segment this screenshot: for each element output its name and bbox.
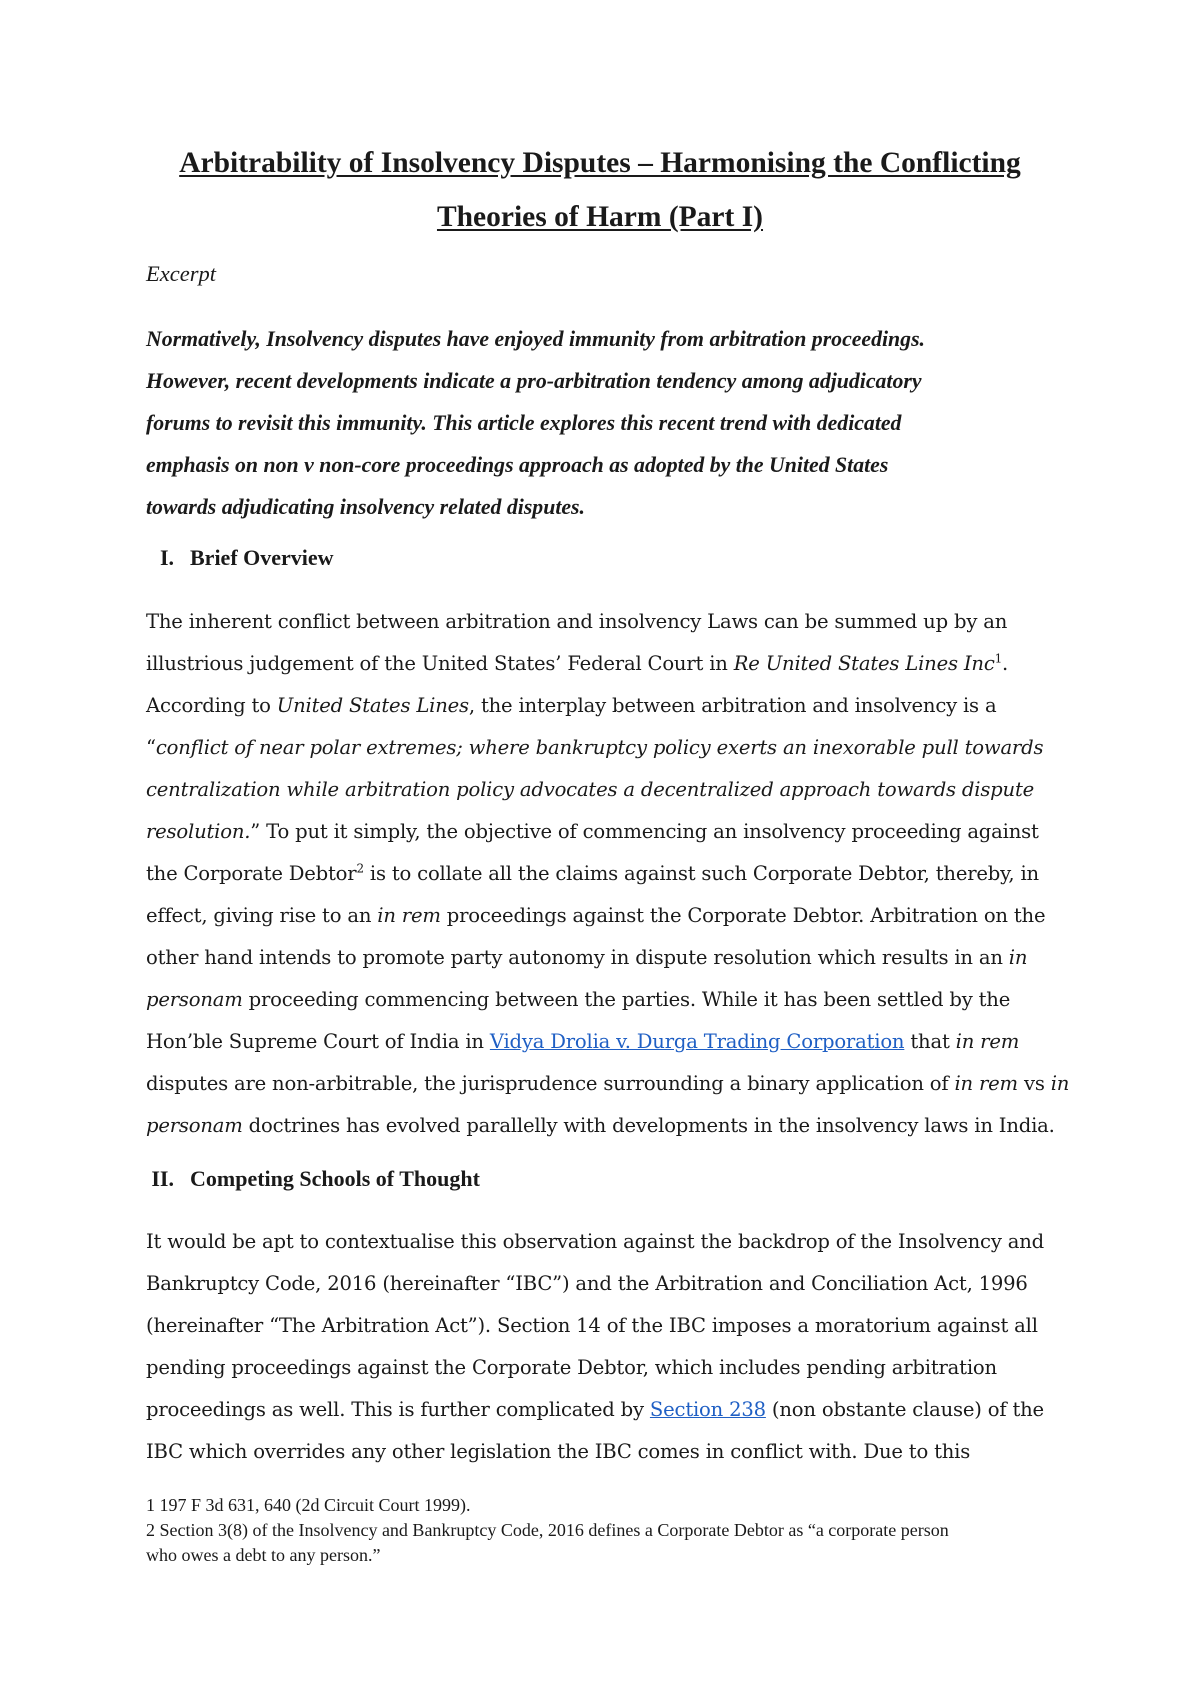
text: illustrious judgement of the United States’ Federal Court in bbox=[146, 652, 734, 675]
section-title: Brief Overview bbox=[190, 545, 334, 570]
paragraph-line bbox=[146, 601, 1086, 643]
text: that bbox=[904, 1030, 956, 1053]
case-name: United States Lines bbox=[276, 694, 469, 717]
text: (non obstante clause) of the bbox=[765, 1398, 1044, 1421]
text: According to bbox=[146, 694, 277, 717]
section-number: II. bbox=[151, 1166, 174, 1191]
text: effect, giving rise to an bbox=[146, 904, 378, 927]
section-number: I. bbox=[159, 545, 174, 570]
paragraph-line bbox=[146, 1389, 1086, 1431]
text: , the interplay between arbitration and insolvency is a bbox=[468, 694, 997, 717]
paragraph-line bbox=[146, 643, 1086, 685]
text: vs bbox=[1017, 1072, 1051, 1095]
latin-term: personam bbox=[146, 988, 243, 1011]
footnote-ref-1[interactable]: 1 bbox=[994, 651, 1003, 666]
text: Hon’ble Supreme Court of India in bbox=[146, 1030, 490, 1053]
excerpt-line: emphasis on non v non-core proceedings approach as adopted by the United States bbox=[146, 453, 889, 477]
latin-term: personam bbox=[146, 1114, 243, 1137]
text: the Corporate Debtor bbox=[146, 862, 357, 885]
latin-term: in rem bbox=[955, 1030, 1020, 1053]
paragraph-line: (hereinafter “The Arbitration Act”). Section 14 of the IBC imposes a moratorium against all bbox=[146, 1314, 1038, 1337]
paragraph-line bbox=[146, 811, 1086, 853]
title-line-2: Theories of Harm (Part I) bbox=[436, 201, 764, 233]
paragraph-line bbox=[146, 1021, 1086, 1063]
paragraph-line bbox=[146, 937, 1086, 979]
latin-term: in bbox=[1008, 946, 1028, 969]
text: proceeding commencing between the parties. While it has been settled by the bbox=[242, 988, 1011, 1011]
text: . bbox=[1002, 652, 1009, 675]
excerpt-paragraph bbox=[146, 318, 1086, 528]
section-2-paragraph bbox=[146, 1221, 1086, 1473]
document-title bbox=[120, 136, 1080, 244]
text: ” To put it simply, the objective of commencing an insolvency proceeding against bbox=[250, 820, 1039, 843]
section-238-link[interactable]: Section 238 bbox=[649, 1398, 766, 1421]
text: proceedings against the Corporate Debtor. Arbitration on the bbox=[440, 904, 1046, 927]
paragraph-line bbox=[146, 769, 1086, 811]
section-heading-competing-schools bbox=[118, 1166, 1058, 1192]
paragraph-line bbox=[146, 727, 1086, 769]
text: doctrines has evolved parallelly with developments in the insolvency laws in India. bbox=[242, 1114, 1055, 1137]
latin-term: in bbox=[1050, 1072, 1070, 1095]
footnote-2: 2 Section 3(8) of the Insolvency and Bankruptcy Code, 2016 defines a Corporate Debtor as “a corporate person bbox=[146, 1520, 949, 1540]
case-name: Re United States Lines Inc bbox=[733, 652, 995, 675]
excerpt-line: towards adjudicating insolvency related disputes. bbox=[146, 495, 585, 519]
latin-term: in rem bbox=[954, 1072, 1018, 1095]
footnote-2-continued: who owes a debt to any person.” bbox=[146, 1545, 381, 1565]
excerpt-line: Normatively, Insolvency disputes have enjoyed immunity from arbitration proceedings. bbox=[146, 327, 926, 351]
text: The inherent conflict between arbitration and insolvency Laws can be summed up by an bbox=[146, 610, 1008, 633]
section-title: Competing Schools of Thought bbox=[190, 1166, 480, 1191]
paragraph-line: pending proceedings against the Corporate Debtor, which includes pending arbitration bbox=[146, 1356, 997, 1379]
paragraph-line bbox=[146, 685, 1086, 727]
text: is to collate all the claims against such Corporate Debtor, thereby, in bbox=[363, 862, 1039, 885]
vidya-drolia-case-link[interactable]: Vidya Drolia v. Durga Trading Corporation bbox=[489, 1030, 905, 1053]
text: disputes are non-arbitrable, the jurisprudence surrounding a binary application of bbox=[146, 1072, 955, 1095]
paragraph-line: Bankruptcy Code, 2016 (hereinafter “IBC”) and the Arbitration and Conciliation Act, 1996 bbox=[146, 1272, 1028, 1295]
section-1-paragraph bbox=[146, 601, 1086, 1147]
paragraph-line bbox=[146, 1105, 1086, 1147]
footnotes bbox=[146, 1493, 1106, 1568]
excerpt-line: However, recent developments indicate a pro-arbitration tendency among adjudicatory bbox=[146, 369, 922, 393]
quote: conflict of near polar extremes; where bankruptcy policy exerts an inexorable pull towards bbox=[155, 736, 1044, 759]
excerpt-label: Excerpt bbox=[146, 261, 216, 286]
text: “ bbox=[146, 736, 156, 759]
paragraph-line bbox=[146, 853, 1086, 895]
paragraph-line: It would be apt to contextualise this observation against the backdrop of the Insolvency and bbox=[146, 1230, 1044, 1253]
section-heading-brief-overview bbox=[118, 545, 1058, 571]
quote: centralization while arbitration policy advocates a decentralized approach towards dispute bbox=[146, 778, 1035, 801]
footnote-ref-2[interactable]: 2 bbox=[356, 861, 364, 876]
paragraph-line bbox=[146, 895, 1086, 937]
title-line-1: Arbitrability of Insolvency Disputes – Harmonising the Conflicting bbox=[179, 147, 1021, 179]
paragraph-line: IBC which overrides any other legislation the IBC comes in conflict with. Due to this bbox=[146, 1440, 971, 1463]
excerpt-line: forums to revisit this immunity. This article explores this recent trend with dedicated bbox=[146, 411, 902, 435]
latin-term: in rem bbox=[377, 904, 441, 927]
text: proceedings as well. This is further complicated by bbox=[146, 1398, 650, 1421]
paragraph-line bbox=[146, 1063, 1086, 1105]
paragraph-line bbox=[146, 979, 1086, 1021]
text: other hand intends to promote party autonomy in dispute resolution which results in an bbox=[146, 946, 1009, 969]
footnote-1: 1 197 F 3d 631, 640 (2d Circuit Court 1999). bbox=[146, 1495, 471, 1515]
quote: resolution. bbox=[146, 820, 251, 843]
